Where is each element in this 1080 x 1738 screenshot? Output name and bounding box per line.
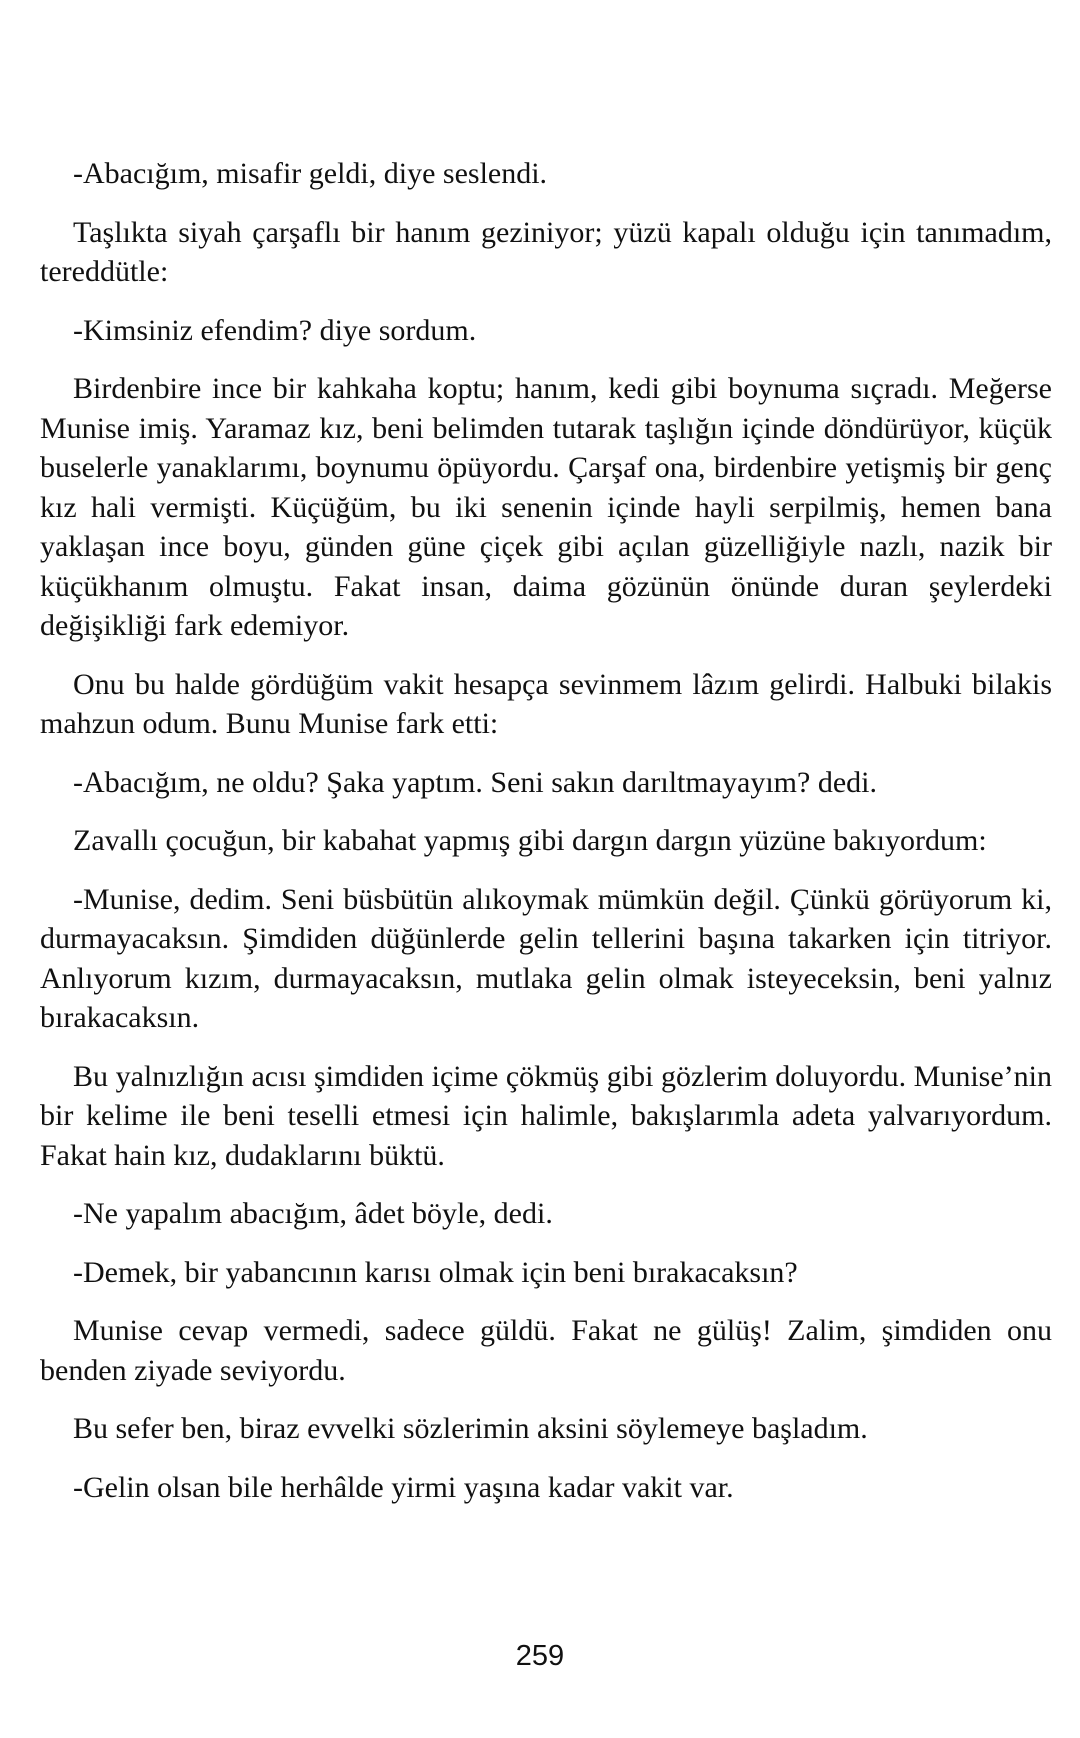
paragraph-12: Munise cevap vermedi, sadece güldü. Fakat ne gülüş! Zalim, şimdiden onu benden ziyade seviyordu. — [40, 1314, 1052, 1387]
paragraph-6: -Abacığım, ne oldu? Şaka yaptım. Seni sakın darıltmayayım? dedi. — [73, 765, 877, 799]
paragraph-3: -Kimsiniz efendim? diye sordum. — [73, 313, 477, 347]
paragraph-10: -Ne yapalım abacığım, âdet böyle, dedi. — [73, 1197, 553, 1230]
paragraph-13: Bu sefer ben, biraz evvelki sözlerimin aksini söylemeye başladım. — [73, 1412, 868, 1445]
page-number: 259 — [515, 1640, 565, 1672]
book-page-body — [40, 154, 1052, 1526]
paragraph-11: -Demek, bir yabancının karısı olmak için beni bırakacaksın? — [73, 1255, 798, 1289]
paragraph-8: -Munise, dedim. Seni büsbütün alıkoymak mümkün değil. Çünkü görüyorum ki, durmayacaksın. Şimdiden düğünlerde gelin tellerini başına takarken için titriyor. Anlıyorum kızım, durmayacaksın, mutlaka gelin olmak isteyeceksin, beni yalnız bırakacaksın. — [40, 882, 1052, 1034]
paragraph-1: -Abacığım, misafir geldi, diye seslendi. — [73, 157, 548, 190]
paragraph-14: -Gelin olsan bile herhâlde yirmi yaşına kadar vakit var. — [73, 1470, 734, 1504]
paragraph-7: Zavallı çocuğun, bir kabahat yapmış gibi dargın dargın yüzüne bakıyordum: — [73, 824, 987, 857]
paragraph-5: Onu bu halde gördüğüm vakit hesapça sevinmem lâzım gelirdi. Halbuki bilakis mahzun odum. Bunu Munise fark etti: — [40, 667, 1052, 740]
paragraph-4: Birdenbire ince bir kahkaha koptu; hanım, kedi gibi boynuma sıçradı. Meğerse Munise imiş. Yaramaz kız, beni belimden tutarak taşlığın içinde döndürüyor, küçük buselerle yanaklarımı, boynumu öpüyordu. Çarşaf ona, birdenbire yetişmiş bir genç kız hali vermişti. Küçüğüm, bu iki senenin içinde hayli serpilmiş, hemen bana yaklaşan ince boyu, günden güne çiçek gibi açılan güzelliğiyle nazlı, nazik bir küçükhanım olmuştu. Fakat insan, daima gözünün önünde duran şeylerdeki değişikliği fark edemiyor. — [40, 372, 1052, 642]
paragraph-2: Taşlıkta siyah çarşaflı bir hanım geziniyor; yüzü kapalı olduğu için tanımadım, tereddütle: — [40, 215, 1052, 288]
paragraph-9: Bu yalnızlığın acısı şimdiden içime çökmüş gibi gözlerim doluyordu. Munise’nin bir kelime ile beni teselli etmesi için halimle, bakışlarımla adeta yalvarıyordum. Fakat hain kız, dudaklarını büktü. — [40, 1059, 1052, 1172]
